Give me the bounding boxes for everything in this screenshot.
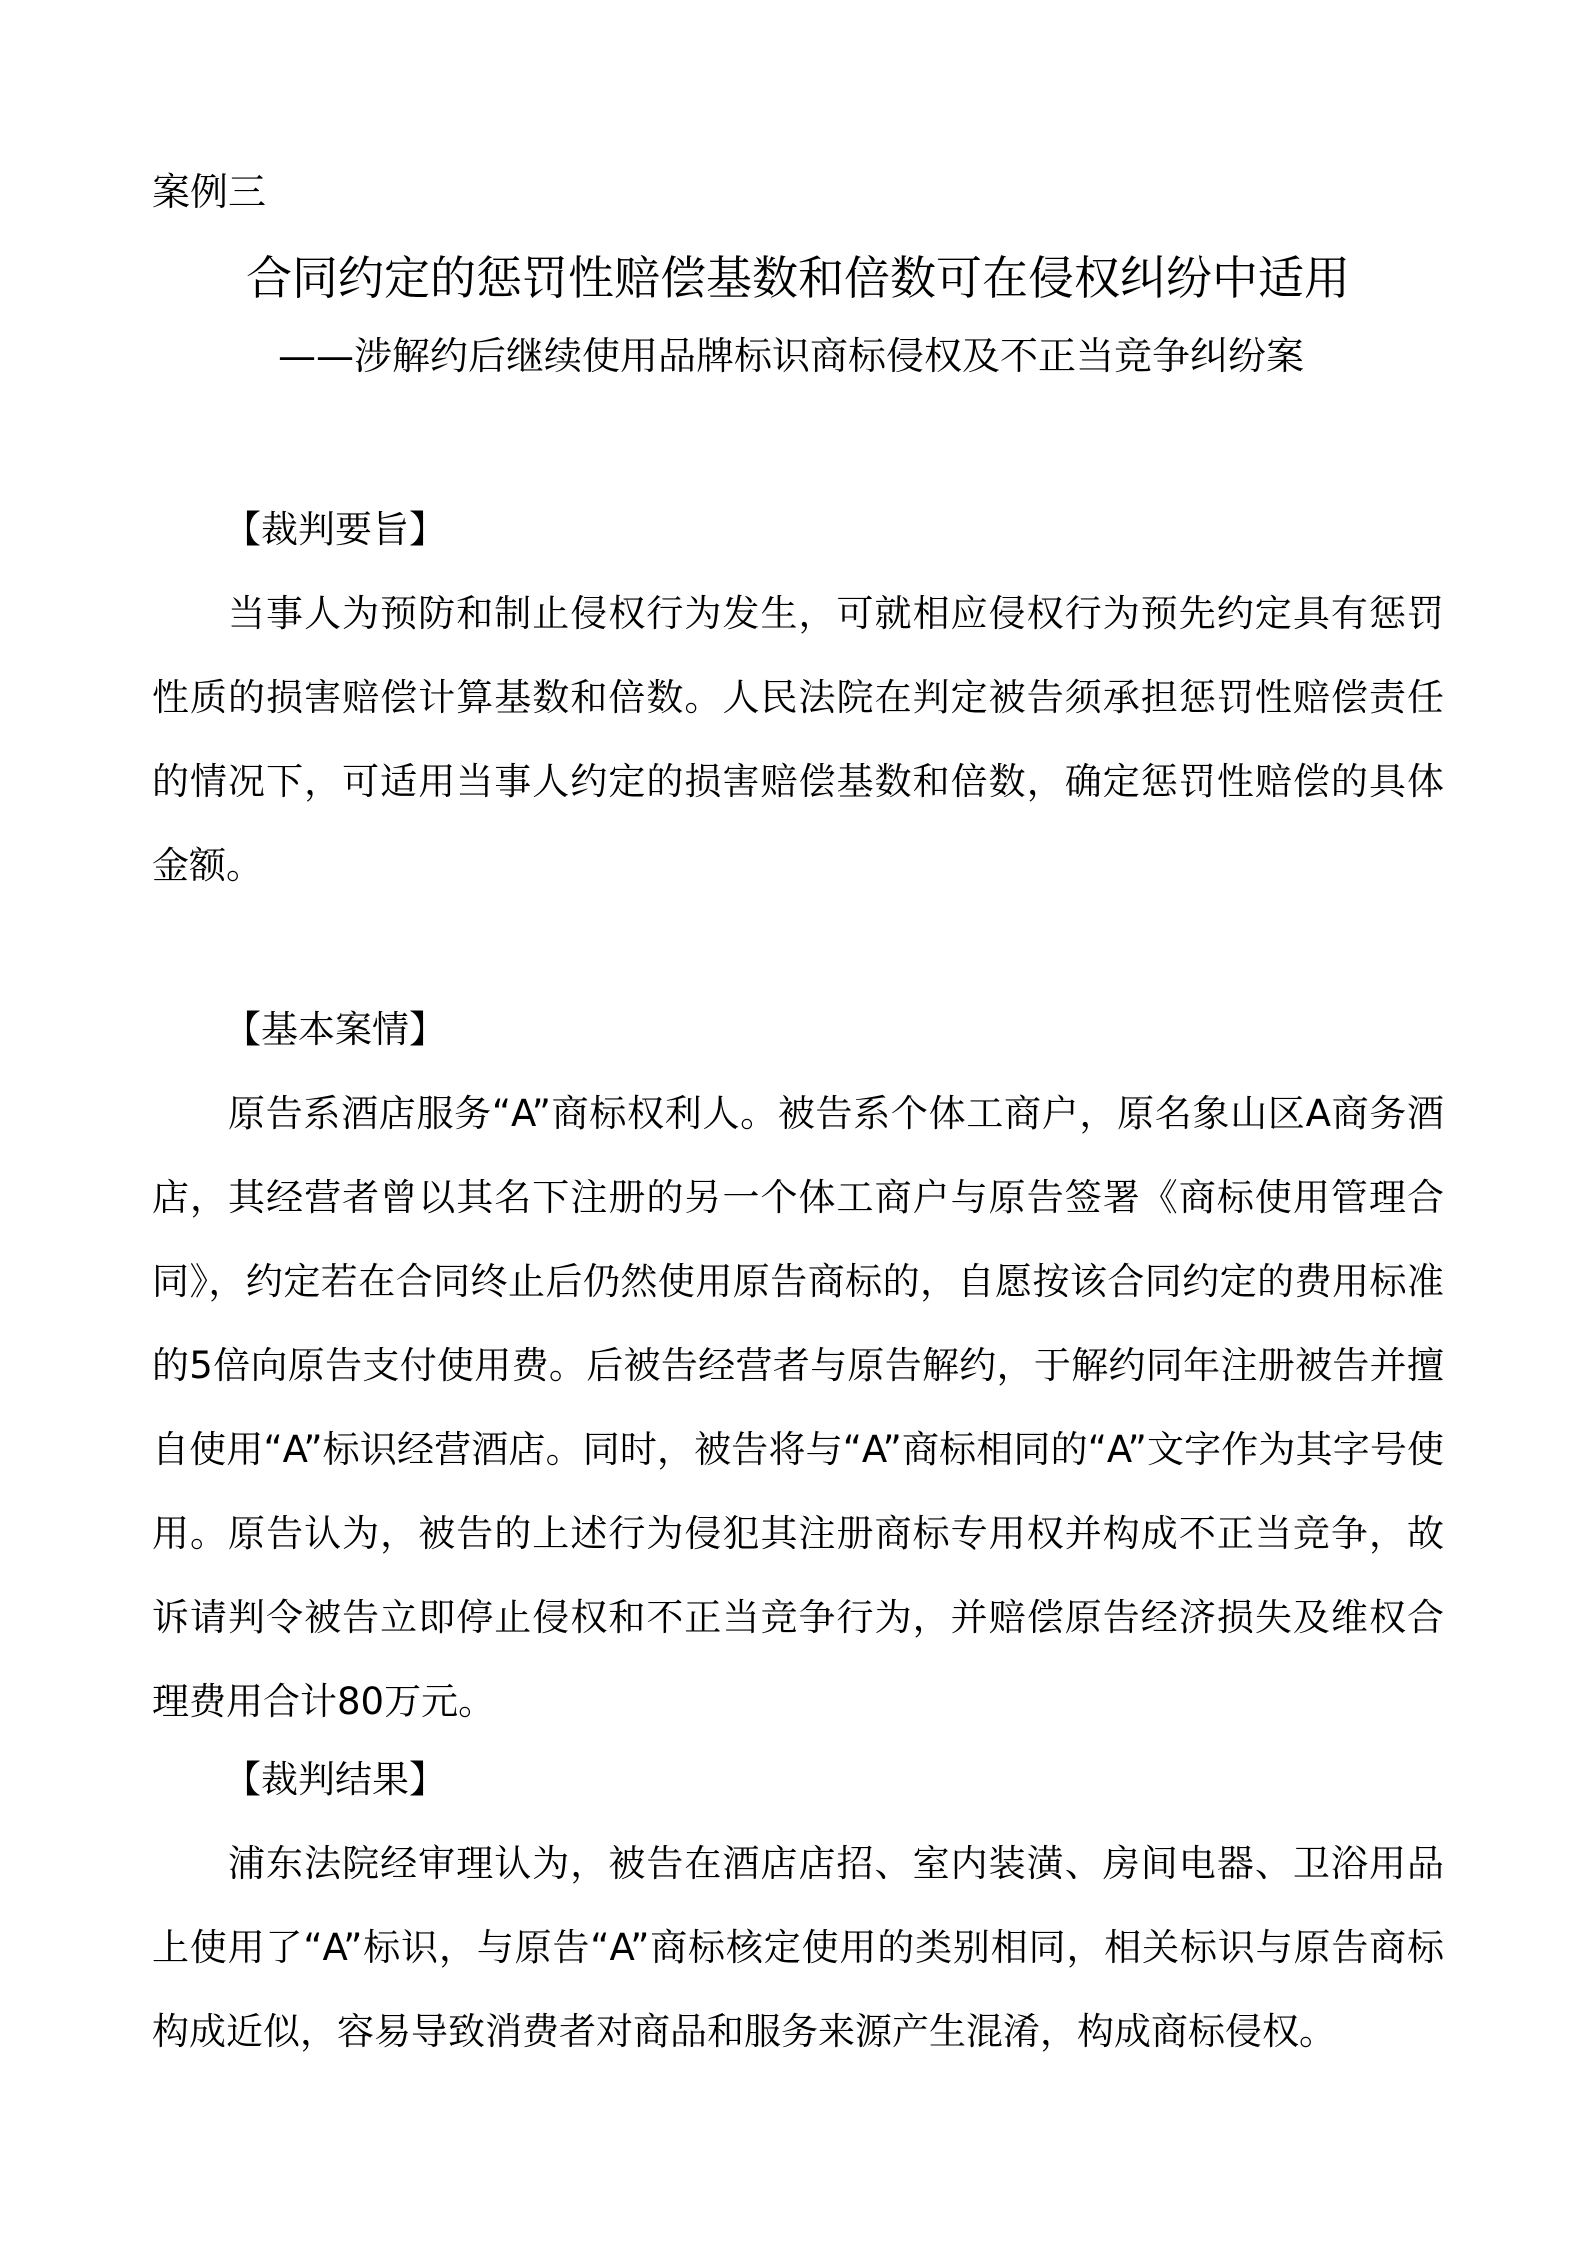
case-label: 案例三 xyxy=(152,170,267,214)
page-subtitle: ——涉解约后继续使用品牌标识商标侵权及不正当竞争纠纷案 xyxy=(278,334,1305,378)
paragraph-basic-facts: 原告系酒店服务“A”商标权利人。被告系个体工商户，原名象山区A商务酒店，其经营者曾以其名下注册的另一个体工商户与原告签署《商标使用管理合同》，约定若在合同终止后仍然使用原告商标的，自愿按该合同约定的费用标准的5倍向原告支付使用费。后被告经营者与原告解约，于解约同年注册被告并擅自使用“A”标识经营酒店。同时，被告将与“A”商标相同的“A”文字作为其字号使用。原告认为，被告的上述行为侵犯其注册商标专用权并构成不正当竞争，故诉请判令被告立即停止侵权和不正当竞争行为，并赔偿原告经济损失及维权合理费用合计80万元。 xyxy=(152,1092,1444,1723)
paragraph-judgment-result: 浦东法院经审理认为，被告在酒店店招、室内装潢、房间电器、卫浴用品上使用了“A”标识，与原告“A”商标核定使用的类别相同，相关标识与原告商标构成近似，容易导致消费者对商品和服务来源产生混淆，构成商标侵权。 xyxy=(152,1842,1444,2053)
section-heading-judgment-gist: 【裁判要旨】 xyxy=(224,508,446,551)
section-heading-judgment-result: 【裁判结果】 xyxy=(224,1758,446,1801)
section-heading-basic-facts: 【基本案情】 xyxy=(224,1008,446,1051)
paragraph-judgment-gist: 当事人为预防和制止侵权行为发生，可就相应侵权行为预先约定具有惩罚性质的损害赔偿计算基数和倍数。人民法院在判定被告须承担惩罚性赔偿责任的情况下，可适用当事人约定的损害赔偿基数和倍数，确定惩罚性赔偿的具体金额。 xyxy=(152,592,1444,887)
page-title: 合同约定的惩罚性赔偿基数和倍数可在侵权纠纷中适用 xyxy=(246,251,1350,305)
